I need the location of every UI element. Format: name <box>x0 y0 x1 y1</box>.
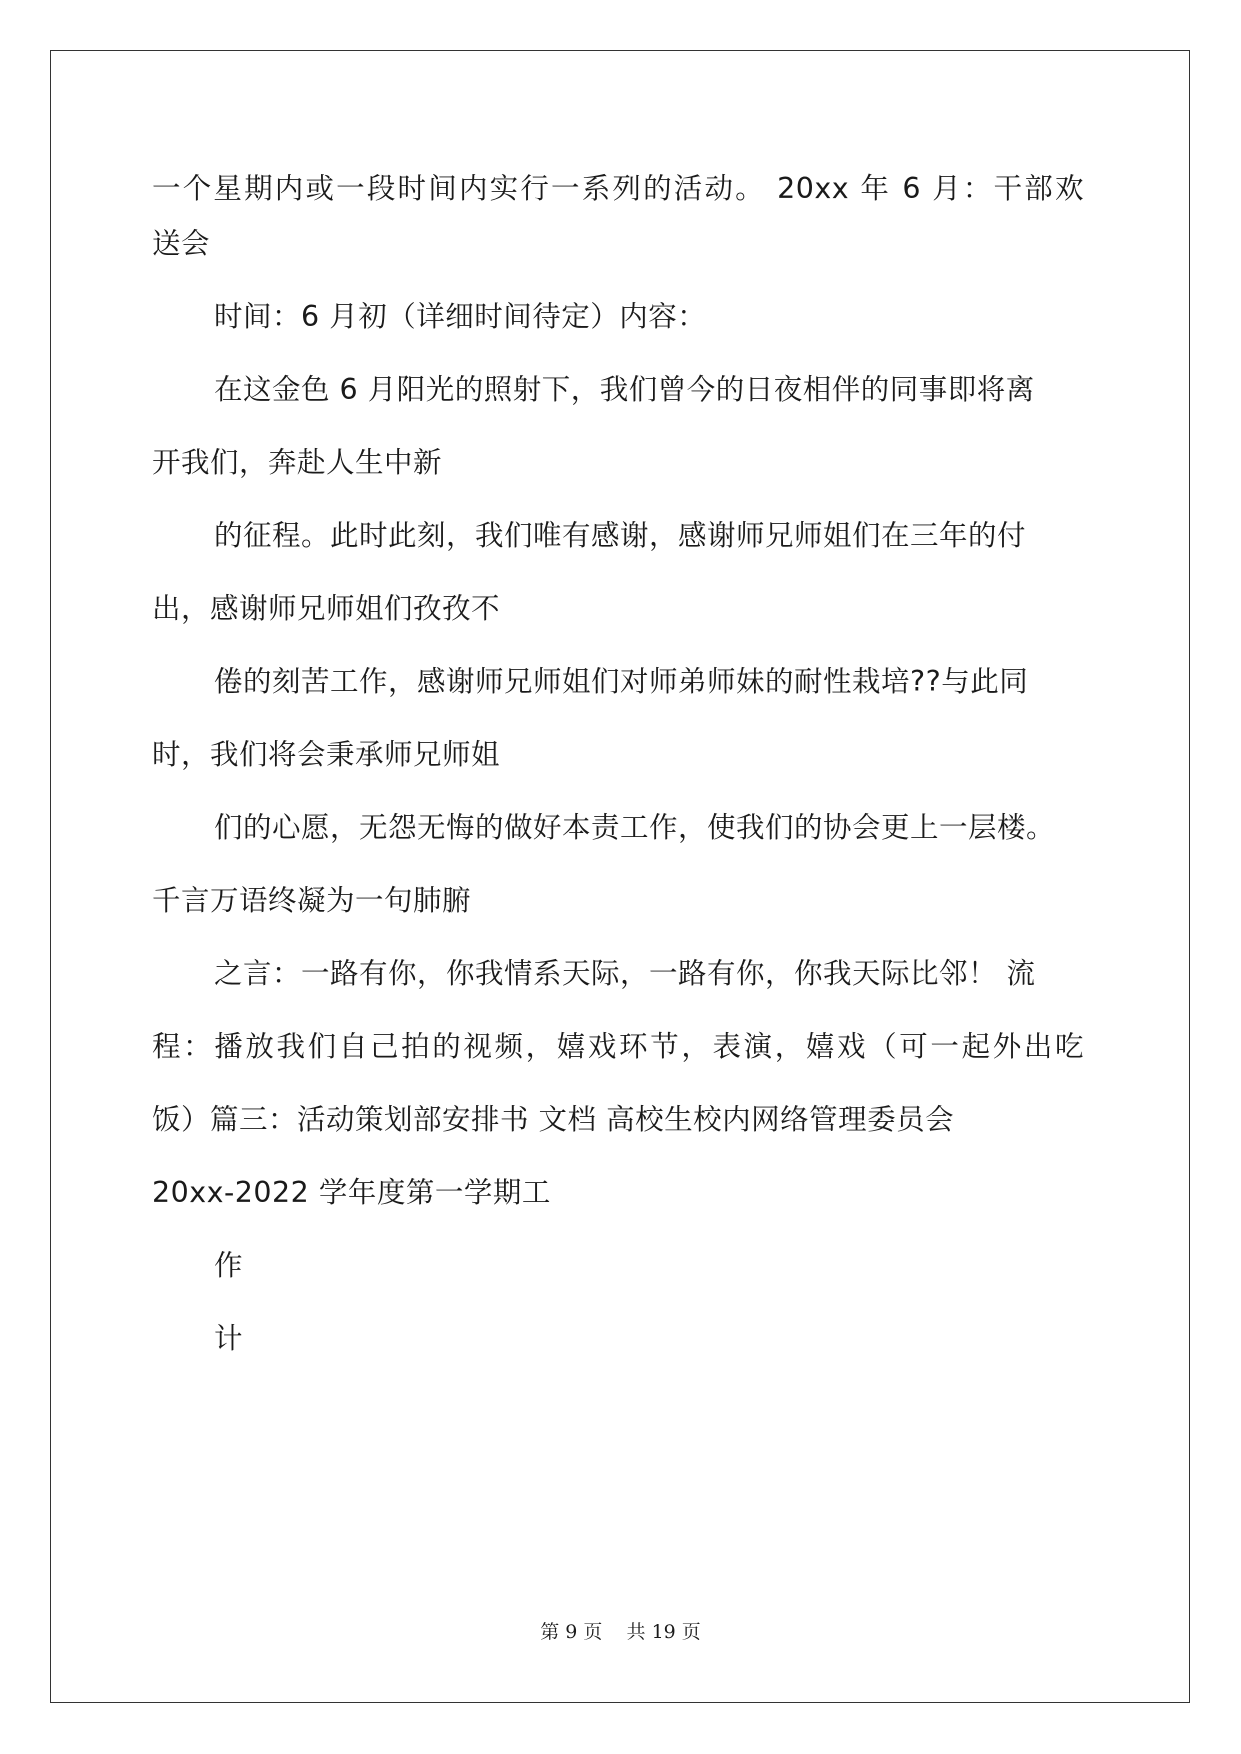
text-line: 时间：6 月初（详细时间待定）内容： <box>214 300 707 333</box>
text-line: 的征程。此时此刻，我们唯有感谢，感谢师兄师姐们在三年的付 <box>214 519 1027 552</box>
text-line: 们的心愿，无怨无悔的做好本责工作，使我们的协会更上一层楼。 <box>214 811 1056 844</box>
text-line: 千言万语终凝为一句肺腑 <box>152 884 472 917</box>
text-line: 在这金色 6 月阳光的照射下，我们曾今的日夜相伴的同事即将离 <box>214 373 1035 406</box>
page-number-footer: 第 9 页 共 19 页 <box>540 1621 701 1643</box>
text-line: 之言：一路有你，你我情系天际，一路有你，你我天际比邻！ 流 <box>214 957 1036 990</box>
text-line: 饭）篇三：活动策划部安排书 文档 高校生校内网络管理委员会 <box>152 1103 955 1136</box>
text-line: 程：播放我们自己拍的视频，嬉戏环节，表演，嬉戏（可一起外出吃 <box>152 1030 1084 1063</box>
text-line: 计 <box>214 1322 244 1355</box>
text-line: 20xx-2022 学年度第一学期工 <box>152 1176 551 1209</box>
text-line: 作 <box>214 1249 244 1282</box>
text-line: 一个星期内或一段时间内实行一系列的活动。 20xx 年 6 月：干部欢 <box>152 172 1084 205</box>
text-line: 送会 <box>152 227 211 260</box>
text-line: 出，感谢师兄师姐们孜孜不 <box>152 592 501 625</box>
text-line: 时，我们将会秉承师兄师姐 <box>152 738 501 771</box>
text-line: 倦的刻苦工作，感谢师兄师姐们对师弟师妹的耐性栽培??与此同 <box>214 665 1029 698</box>
text-line: 开我们，奔赴人生中新 <box>152 446 443 479</box>
